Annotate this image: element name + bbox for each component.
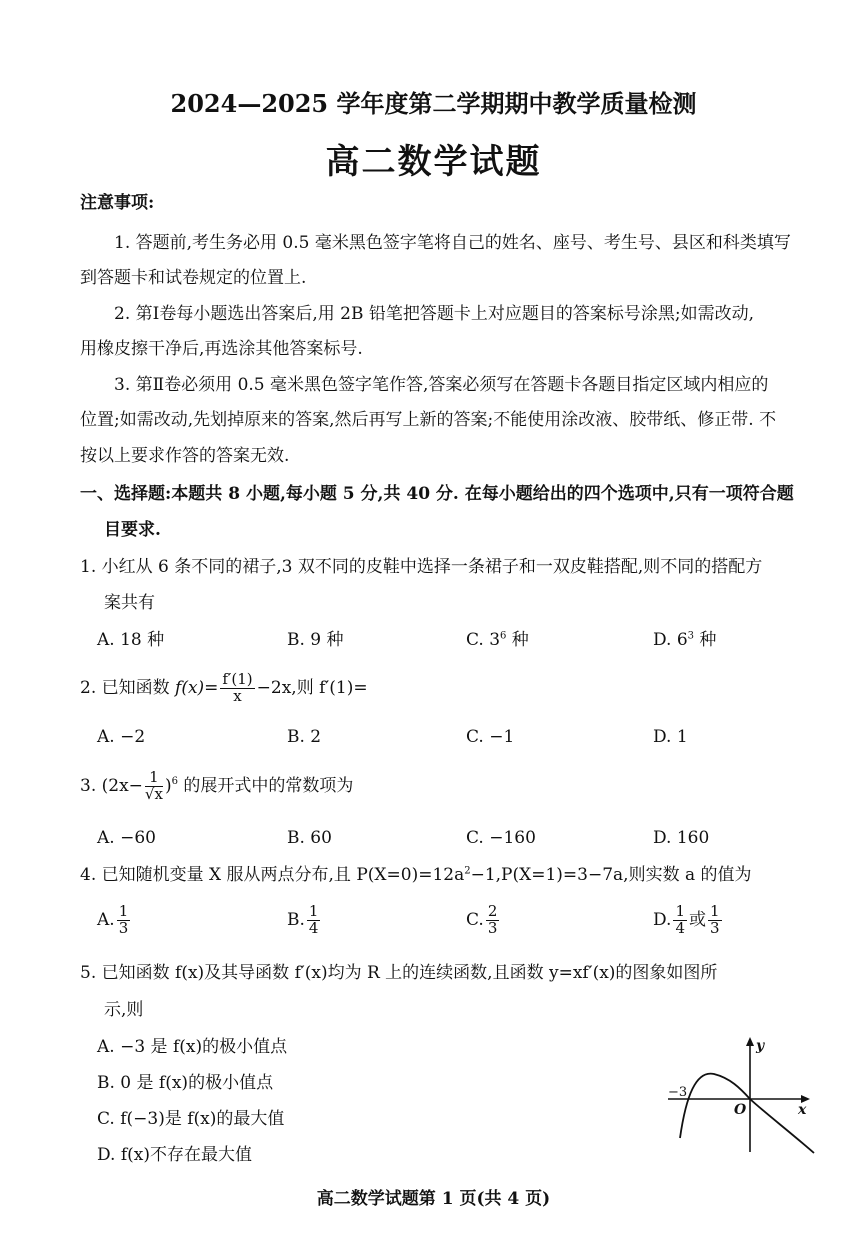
q3-option-d: D. 160 [653, 828, 710, 848]
notice-item-3-line-2: 位置;如需改动,先划掉原来的答案,然后再写上新的答案;不能使用涂改液、胶带纸、修正带. 不 [80, 410, 777, 430]
q2-option-c: C. −1 [466, 727, 515, 747]
q5-stem-line-2: 示,则 [104, 1000, 144, 1020]
section-1-heading-line-1: 一、选择题:本题共 8 小题,每小题 5 分,共 40 分. 在每小题给出的四个选项中,只有一项符合题 [80, 484, 794, 504]
q4-option-c: C. $\frac{2}{3}$ [466, 902, 498, 937]
subject-title: 高二数学试题 [325, 142, 542, 182]
q3-option-c: C. −160 [466, 828, 536, 848]
notice-item-3-line-1: 3. 第Ⅱ卷必须用 0.5 毫米黑色签字笔作答,答案必须写在答题卡各题目指定区域内相应的 [114, 375, 769, 395]
q1-stem-line-2: 案共有 [104, 593, 155, 613]
q3-option-b: B. 60 [287, 828, 332, 848]
q5-function-graph [664, 1034, 824, 1159]
q2-fraction: $\frac{f'(1)}{x}$ [222, 670, 253, 705]
notice-item-3-line-3: 按以上要求作答的答案无效. [80, 446, 290, 466]
notice-heading: 注意事项: [80, 193, 155, 213]
notice-item-2-line-1: 2. 第Ⅰ卷每小题选出答案后,用 2B 铅笔把答题卡上对应题目的答案标号涂黑;如需改动, [114, 304, 754, 324]
graph-label-neg3: −3 [668, 1085, 688, 1100]
q2-option-d: D. 1 [653, 727, 688, 747]
q4-stem: 4. 已知随机变量 X 服从两点分布,且 $P(X=0)=12a^2-1,P(X=1)=3-7a$,则实数 a 的值为 [80, 865, 752, 885]
graph-curve [680, 1074, 814, 1153]
q1-option-c: C. $3^6$ 种 [466, 630, 529, 650]
q1-option-d: D. $6^3$ 种 [653, 630, 717, 650]
graph-label-origin: O [734, 1102, 747, 1118]
q1-option-a: A. 18 种 [97, 630, 165, 650]
q2-option-b: B. 2 [287, 727, 322, 747]
graph-y-arrow [746, 1037, 754, 1046]
q5-option-c: C. f(−3)是 f(x)的最大值 [97, 1109, 285, 1129]
exam-year-title: 2024—2025 学年度第二学期期中教学质量检测 [170, 89, 697, 118]
q1-stem-line-1: 1. 小红从 6 条不同的裙子,3 双不同的皮鞋中选择一条裙子和一双皮鞋搭配,则不同的搭配方 [80, 557, 763, 577]
q5-option-a: A. −3 是 f(x)的极小值点 [97, 1037, 288, 1057]
q4-option-b: B. $\frac{1}{4}$ [287, 902, 319, 937]
q1-option-b: B. 9 种 [287, 630, 344, 650]
q3-stem: 3. (2x− $\frac{1}{√x}$ )$^6$ 的展开式中的常数项为 [80, 768, 354, 803]
q3-option-a: A. −60 [97, 828, 156, 848]
page-footer: 高二数学试题第 1 页(共 4 页) [316, 1189, 551, 1209]
q2-option-a: A. −2 [97, 727, 146, 747]
q4-option-a: A. $\frac{1}{3}$ [97, 902, 129, 937]
notice-item-1-line-1: 1. 答题前,考生务必用 0.5 毫米黑色签字笔将自己的姓名、座号、考生号、县区和科类填写 [114, 233, 791, 253]
q5-stem-line-1: 5. 已知函数 f(x)及其导函数 f′(x)均为 R 上的连续函数,且函数 y=xf′(x)的图象如图所 [80, 963, 718, 983]
q5-option-d: D. f(x)不存在最大值 [97, 1145, 252, 1165]
q4-option-d: D. $\frac{1}{4}$ 或 $\frac{1}{3}$ [653, 902, 720, 937]
q5-option-b: B. 0 是 f(x)的极小值点 [97, 1073, 274, 1093]
q3-fraction: $\frac{1}{√x}$ [144, 768, 163, 803]
q2-stem: 2. 已知函数 f(x)= $\frac{f'(1)}{x}$ −2x,则 f′(1)= [80, 670, 368, 705]
graph-label-x: x [798, 1102, 807, 1118]
notice-item-1-line-2: 到答题卡和试卷规定的位置上. [80, 268, 307, 288]
section-1-heading-line-2: 目要求. [104, 520, 161, 540]
notice-item-2-line-2: 用橡皮擦干净后,再选涂其他答案标号. [80, 339, 363, 359]
graph-label-y: y [756, 1038, 765, 1054]
